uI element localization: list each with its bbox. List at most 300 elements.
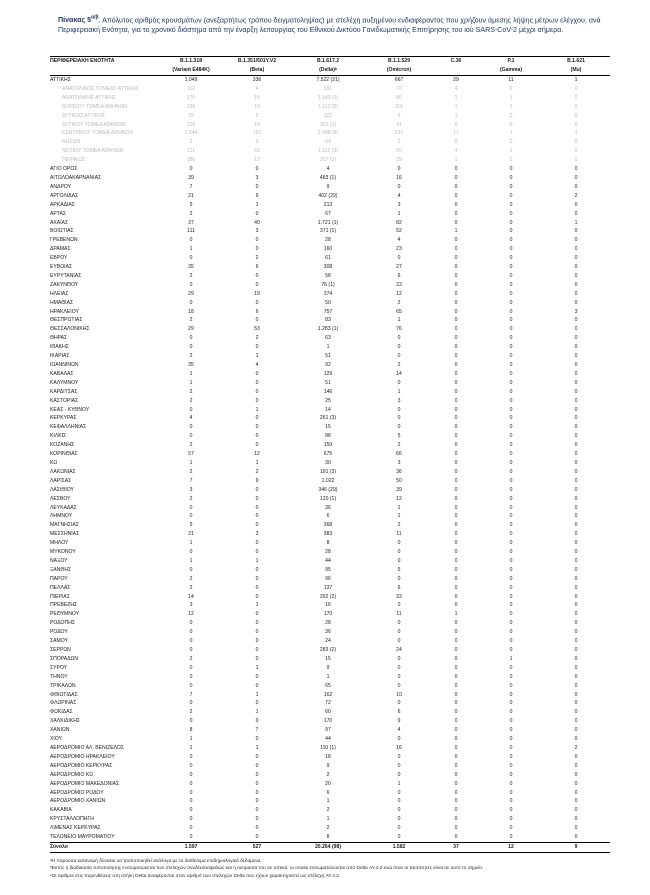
table-cell: 0 (255, 700, 259, 707)
table-cell: 160 (323, 246, 333, 253)
table-cell: 0 (255, 513, 259, 520)
table-cell: 0 (189, 433, 193, 440)
table-cell: 3 (397, 459, 401, 466)
table-cell: 0 (574, 771, 578, 778)
table-cell: 4 (189, 415, 193, 422)
table-cell: 1 (397, 388, 401, 395)
table-row (50, 762, 610, 771)
table-cell: 0 (574, 442, 578, 449)
table-cell: 0 (255, 682, 259, 689)
table-cell: 6 (397, 709, 401, 716)
table-cell: 0 (454, 237, 458, 244)
table-cell: 0 (454, 522, 458, 529)
table-cell: 28 (325, 549, 331, 556)
table-cell: 8 (326, 834, 330, 841)
table-cell: 0 (189, 647, 193, 653)
table-cell: 35 (188, 264, 194, 271)
table-row (50, 664, 610, 673)
table-row (50, 174, 610, 183)
table-cell: 0 (574, 691, 578, 698)
table-row (50, 227, 610, 236)
table-cell: 1 (574, 130, 578, 137)
region-name: ΣΕΡΡΩΝ (50, 647, 71, 653)
table-cell: 0 (454, 513, 458, 520)
table-cell: 12 (396, 290, 402, 297)
table-cell: 0 (509, 522, 513, 529)
region-name: ΠΙΕΡΙΑΣ (50, 593, 70, 600)
table-cell: 0 (454, 664, 458, 671)
region-name: ΚΕΡΚΥΡΑΣ (50, 415, 77, 422)
table-cell: 0 (509, 504, 513, 511)
table-cell: 0 (397, 255, 401, 262)
table-cell: 322 (323, 112, 333, 119)
region-name: ΙΩΑΝΝΙΝΩΝ (50, 362, 79, 368)
footnote: ᵇΕκτός η διαδικασία τυποποίησης ενσωματώνεται των στελεχών συνδέει/ασφαλώς και η ονομασία του σε τοπικό, οι οποίοι ενσωματώνονται από Delta ΑΥ.4.2 ενώ όταν οι ταυτότητες είναι σε αυτό το σημείο. (50, 866, 484, 872)
table-cell: 6 (326, 789, 330, 796)
table-cell: 0 (255, 495, 259, 502)
table-cell: 0 (454, 727, 458, 734)
region-name: ΑΓΙΟ ΟΡΟΣ (50, 166, 78, 173)
table-cell: 162 (323, 691, 333, 698)
table-cell: 3 (255, 531, 259, 538)
region-name: ΠΕΛΛΑΣ (50, 584, 71, 591)
table-cell: 23 (396, 246, 402, 253)
table-cell: 1 (255, 744, 259, 751)
table-cell: 39 (396, 486, 402, 493)
region-name: ΚΡΥΣΤΑΛΛΟΠΗΓΗ (50, 816, 94, 823)
region-name: ΠΕΙΡΑΙΩΣ (62, 157, 86, 164)
table-cell: 0 (397, 629, 401, 636)
table-cell: 36 (396, 468, 402, 475)
region-name: ΑΡΓΟΛΙΔΑΣ (50, 192, 79, 199)
table-cell: 1 (189, 540, 193, 547)
table-cell: 2 (189, 495, 193, 502)
table-cell: 167 (252, 130, 262, 137)
table-cell: 0 (574, 673, 578, 680)
table-cell: 16 (325, 602, 331, 609)
table-cell: 6 (397, 584, 401, 591)
table-cell: 0 (454, 771, 458, 778)
table-cell: 0 (509, 575, 513, 582)
table-cell: 0 (255, 344, 259, 351)
total-cell: 1.582 (366, 842, 432, 852)
table-cell: 0 (397, 700, 401, 707)
table-row (50, 210, 610, 219)
table-cell: 0 (509, 780, 513, 787)
table-cell: 0 (255, 415, 259, 422)
table-cell: 12 (188, 611, 194, 618)
table-row (50, 165, 610, 174)
table-cell: 0 (509, 112, 513, 119)
table-cell: 0 (574, 593, 578, 600)
table-cell: 0 (255, 629, 259, 636)
table-cell: 1 (397, 504, 401, 511)
table-cell: 1.143 (1) (317, 94, 339, 101)
table-cell: 0 (509, 255, 513, 262)
table-cell: 0 (509, 834, 513, 841)
table-cell: 0 (255, 593, 259, 600)
table-cell: 0 (454, 174, 458, 181)
table-cell: 0 (509, 468, 513, 475)
region-name: ΣΥΡΟΥ (50, 664, 68, 671)
table-cell: 0 (454, 344, 458, 351)
table-row (50, 245, 610, 254)
table-cell: 0 (574, 477, 578, 484)
table-cell: 0 (397, 183, 401, 190)
table-cell: 0 (509, 388, 513, 395)
table-cell: 0 (574, 468, 578, 475)
table-cell: 1 (189, 736, 193, 743)
table-cell: 0 (509, 415, 513, 422)
region-name: ΛΑΣΙΘΙΟΥ (50, 486, 74, 493)
table-cell: 0 (509, 451, 513, 458)
table-cell: 0 (509, 406, 513, 413)
table-cell: 0 (454, 299, 458, 306)
table-cell: 3 (255, 174, 259, 181)
table-cell: 0 (189, 700, 193, 707)
table-cell: 0 (189, 834, 193, 841)
table-cell: 0 (397, 753, 401, 760)
table-cell: 0 (574, 549, 578, 556)
region-name: ΧΙΟΥ (50, 736, 63, 743)
table-cell: 16 (396, 174, 402, 181)
table-cell: 0 (189, 513, 193, 520)
table-cell: 0 (255, 584, 259, 591)
table-cell: 9 (326, 183, 330, 190)
region-name: ΚΩ (50, 459, 58, 466)
region-name: ΑΕΡΟΔΡΟΜΙΟ ΗΡΑΚΛΕΙΟΥ (50, 753, 115, 760)
table-cell: 102 (186, 85, 196, 92)
table-cell: 0 (454, 780, 458, 787)
table-cell: 0 (509, 442, 513, 449)
table-cell: 61 (325, 255, 331, 262)
table-cell: 111 (187, 148, 195, 155)
table-cell: 0 (255, 299, 259, 306)
header-sub-delta: (Delta)ᵇ (290, 66, 366, 76)
table-cell: 58 (325, 272, 331, 279)
table-cell: 0 (574, 326, 578, 333)
table-cell: 0 (189, 299, 193, 306)
table-cell: 0 (454, 379, 458, 386)
table-cell: 0 (574, 210, 578, 217)
table-cell: 0 (255, 655, 259, 662)
table-cell: 120 (1) (319, 495, 337, 502)
header-sub-mu: (Mu) (542, 66, 610, 76)
table-row (50, 673, 610, 682)
table-row (50, 334, 610, 343)
table-cell: 33 (396, 593, 402, 600)
region-name: ΝΑΞΟΥ (50, 557, 68, 564)
region-name: ΠΡΕΒΕΖΗΣ (50, 602, 78, 609)
table-cell: 0 (574, 397, 578, 404)
table-cell: 0 (397, 353, 401, 360)
table-cell: 1 (255, 602, 259, 609)
region-name: ΛΑΡΙΣΑΣ (50, 477, 72, 484)
table-cell: 0 (255, 246, 259, 253)
table-cell: 1 (397, 317, 401, 324)
table-cell: 0 (574, 736, 578, 743)
table-cell: 0 (509, 727, 513, 734)
table-cell: 0 (509, 611, 513, 618)
table-cell: 1 (574, 219, 578, 226)
table-cell: 111 (187, 228, 195, 235)
table-row (50, 236, 610, 245)
region-name: ΗΛΕΙΑΣ (50, 290, 69, 297)
table-cell: 6 (397, 112, 401, 119)
table-cell: 0 (454, 415, 458, 422)
table-cell: 0 (255, 166, 259, 173)
table-cell: 16 (396, 744, 402, 751)
table-row (50, 610, 610, 619)
table-cell: 0 (574, 388, 578, 395)
table-row (50, 432, 610, 441)
region-name: ΓΡΕΒΕΝΩΝ (50, 237, 78, 244)
table-cell: 72 (325, 700, 331, 707)
table-cell: 2 (189, 397, 193, 404)
table-cell: 0 (454, 744, 458, 751)
table-cell: 0 (454, 397, 458, 404)
table-cell: 0 (454, 495, 458, 502)
region-name: ΑΡΚΑΔΙΑΣ (50, 201, 75, 208)
table-cell: 0 (397, 762, 401, 769)
region-name: ΠΑΡΟΥ (50, 575, 68, 582)
table-cell: 0 (574, 415, 578, 422)
header-b11529: B.1.1.529 (366, 57, 432, 67)
table-row (50, 450, 610, 459)
table-cell: 63 (325, 335, 331, 342)
table-cell: 667 (394, 77, 404, 83)
table-cell: 0 (509, 157, 513, 164)
table-cell: 0 (255, 397, 259, 404)
table-cell: 0 (255, 825, 259, 832)
table-cell: 0 (255, 718, 259, 725)
table-cell: 0 (397, 798, 401, 805)
table-subrow (50, 147, 610, 156)
table-cell: 0 (454, 290, 458, 297)
table-row (50, 699, 610, 708)
table-cell: 22 (396, 281, 402, 288)
table-cell: 0 (509, 664, 513, 671)
table-cell: 30 (325, 459, 331, 466)
table-cell: 0 (509, 362, 513, 368)
table-cell: 0 (189, 629, 193, 636)
table-cell: 0 (454, 139, 458, 146)
table-cell: 0 (189, 237, 193, 244)
header-row (50, 57, 610, 67)
table-cell: 8 (326, 540, 330, 547)
table-cell: 0 (454, 183, 458, 190)
total-cell: 527 (224, 842, 290, 852)
table-cell: 0 (509, 495, 513, 502)
table-cell: 0 (454, 700, 458, 707)
table-cell: 0 (397, 335, 401, 342)
table-cell: 15 (325, 655, 331, 662)
table-cell: 0 (454, 166, 458, 173)
table-cell: 2 (326, 771, 330, 778)
region-name: ΗΜΑΘΙΑΣ (50, 299, 74, 306)
table-cell: 0 (574, 664, 578, 671)
table-cell: 2 (397, 442, 401, 449)
region-name: ΣΠΟΡΑΔΩΝ (50, 655, 79, 662)
region-name: ΚΑΣΤΟΡΙΑΣ (50, 397, 79, 404)
table-cell: 0 (397, 424, 401, 431)
table-cell: 0 (454, 451, 458, 458)
table-cell: 0 (574, 112, 578, 119)
table-cell: 7 (189, 183, 193, 190)
table-cell: 1 (397, 513, 401, 520)
table-cell: 0 (509, 433, 513, 440)
region-name: ΣΑΜΟΥ (50, 638, 68, 645)
table-cell: 1 (255, 664, 259, 671)
table-cell: 0 (454, 655, 458, 662)
table-cell: 0 (255, 486, 259, 493)
table-cell: 0 (454, 406, 458, 413)
table-cell: 0 (509, 264, 513, 271)
table-cell: 0 (574, 166, 578, 173)
table-cell: 0 (574, 602, 578, 609)
table-cell: 0 (509, 486, 513, 493)
table-cell: 3 (189, 139, 193, 146)
table-cell: 0 (454, 477, 458, 484)
table-row (50, 397, 610, 406)
region-name: ΕΥΡΥΤΑΝΙΑΣ (50, 272, 82, 279)
table-cell: 0 (397, 771, 401, 778)
table-cell: 1.283 (1) (317, 326, 339, 333)
table-row (50, 530, 610, 539)
region-name: ΜΑΓΝΗΣΙΑΣ (50, 522, 79, 529)
table-cell: 0 (574, 709, 578, 716)
table-cell: 0 (454, 629, 458, 636)
table-cell: 0 (574, 272, 578, 279)
table-subrow (50, 138, 610, 147)
table-cell: 40 (254, 219, 260, 226)
table-cell: 0 (509, 210, 513, 217)
table-cell: 1 (255, 557, 259, 564)
table-cell: 0 (574, 513, 578, 520)
table-cell: 0 (255, 549, 259, 556)
table-cell: 0 (509, 513, 513, 520)
table-cell: 0 (574, 798, 578, 805)
table-cell: 0 (454, 620, 458, 627)
table-row (50, 833, 610, 842)
table-cell: 0 (454, 433, 458, 440)
table-cell: 63 (254, 148, 260, 155)
table-cell: 0 (509, 370, 513, 377)
table-cell: 0 (574, 157, 578, 164)
table-cell: 0 (574, 335, 578, 342)
table-cell: 1.721 (1) (317, 219, 339, 226)
table-cell: 0 (509, 139, 513, 146)
region-name: ΦΘΙΩΤΙΔΑΣ (50, 691, 78, 698)
table-cell: 0 (397, 406, 401, 413)
table-cell: 1 (189, 744, 193, 751)
table-cell: 0 (574, 718, 578, 725)
table-cell: 0 (255, 575, 259, 582)
table-cell: 29 (188, 326, 194, 333)
table-cell: 0 (509, 459, 513, 466)
table-cell: 0 (397, 620, 401, 627)
table-cell: 39 (188, 112, 194, 119)
table-cell: 1 (509, 130, 513, 137)
table-cell: 0 (509, 201, 513, 208)
table-cell: 0 (397, 834, 401, 841)
region-name: ΚΙΛΚΙΣ (50, 433, 67, 440)
table-cell: 3 (255, 228, 259, 235)
table-cell: 170 (323, 718, 333, 725)
table-subrow (50, 103, 610, 112)
table-cell: 0 (454, 353, 458, 360)
table-cell: 1.244 (184, 130, 198, 137)
table-cell: 0 (397, 816, 401, 823)
table-cell: 116 (394, 103, 404, 110)
header-b16172: B.1.617.2 (290, 57, 366, 67)
table-cell: 24 (325, 638, 331, 645)
table-cell: 8 (189, 727, 193, 734)
table-cell: 6 (255, 264, 259, 271)
table-cell: 44 (325, 557, 331, 564)
region-name: ΚΕΑΣ - ΚΥΘΝΟΥ (50, 406, 90, 413)
table-cell: 2 (189, 468, 193, 475)
table-cell: 41 (396, 121, 402, 128)
table-cell: 0 (509, 762, 513, 769)
region-name: ΑΕΡΟΔΡΟΜΙΟ ΑΛ. ΒΕΝΙΖΕΛΟΣ (50, 744, 124, 751)
table-cell: 0 (574, 557, 578, 564)
table-cell: 0 (397, 736, 401, 743)
region-name: ΜΗΛΟΥ (50, 540, 69, 547)
table-cell: 0 (454, 459, 458, 466)
table-cell: 2 (397, 362, 401, 368)
table-cell: 0 (574, 629, 578, 636)
table-cell: 0 (574, 237, 578, 244)
table-cell: 4 (397, 237, 401, 244)
region-name: ΤΕΛΩΝΕΙΟ ΜΑΥΡΟΜΑΤΙΟΥ (50, 834, 115, 841)
table-cell: 371 (1) (319, 228, 337, 235)
table-cell: 146 (323, 388, 333, 395)
table-cell: 88 (325, 433, 331, 440)
table-cell: 0 (574, 834, 578, 841)
table-cell: 675 (323, 451, 333, 458)
table-cell: 0 (397, 344, 401, 351)
table-cell: 0 (189, 816, 193, 823)
table-cell: 0 (255, 388, 259, 395)
table-cell: 2 (189, 442, 193, 449)
table-cell: 0 (454, 753, 458, 760)
table-row (50, 308, 610, 317)
table-cell: 0 (509, 477, 513, 484)
table-cell: 0 (189, 798, 193, 805)
table-cell: 0 (509, 344, 513, 351)
table-cell: 0 (189, 620, 193, 627)
header-sub-beta: (Beta) (224, 66, 290, 76)
table-row (50, 370, 610, 379)
table-cell: 35 (188, 362, 194, 368)
table-cell: 1 (189, 370, 193, 377)
footnotes (50, 858, 620, 880)
table-cell: 0 (189, 753, 193, 760)
table-cell: 6 (397, 272, 401, 279)
table-cell: 92 (325, 362, 331, 368)
table-cell: 0 (509, 771, 513, 778)
table-cell: 0 (509, 326, 513, 333)
table-cell: 50 (325, 299, 331, 306)
table-cell: 0 (454, 816, 458, 823)
table-cell: 0 (454, 566, 458, 573)
table-row (50, 797, 610, 806)
table-cell: 12 (396, 495, 402, 502)
table-cell: 0 (509, 566, 513, 573)
table-cell: 1.112 (3) (317, 148, 338, 155)
table-subrow (50, 94, 610, 103)
